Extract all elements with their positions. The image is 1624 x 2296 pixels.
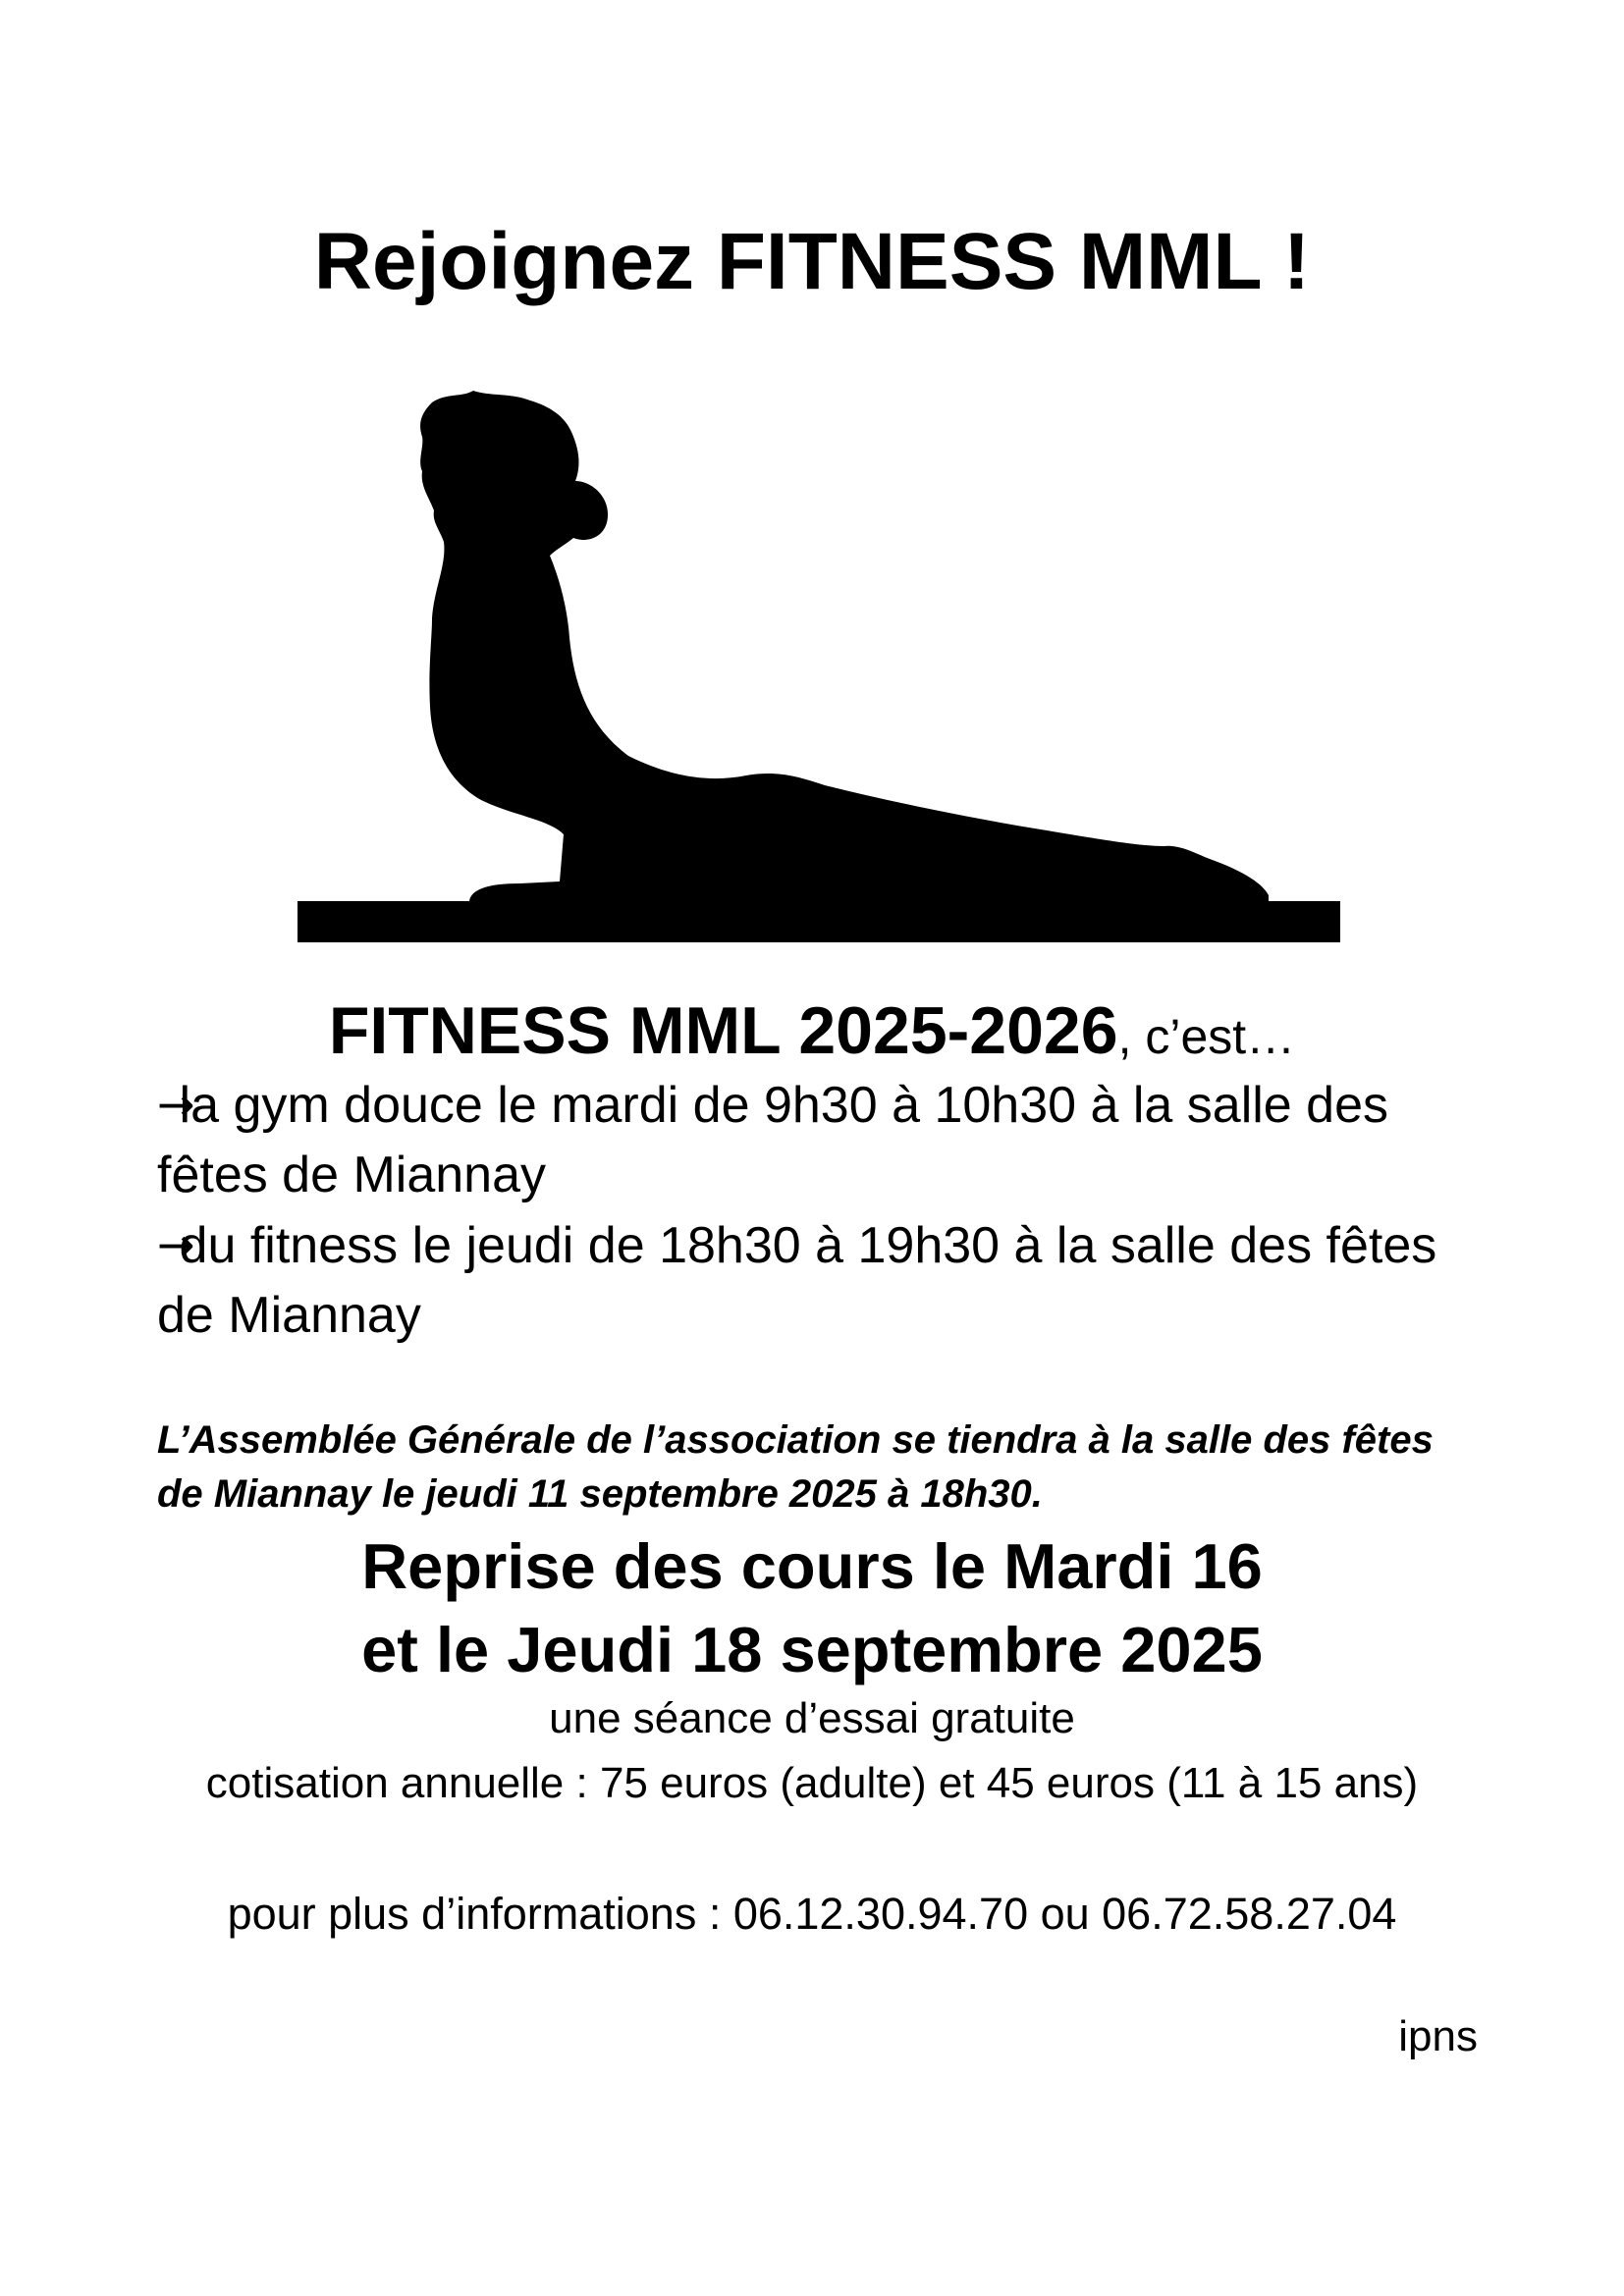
- resumption-heading: [0, 1524, 1624, 1691]
- assembly-notice-line: L’Assemblée Générale de l’association se tiendra à la salle des fêtes: [157, 1418, 1434, 1462]
- activity-text: du fitness le jeudi de 18h30 à 19h30 à la salle des fêtes: [179, 1217, 1437, 1274]
- trial-session-text: une séance d’essai gratuite: [549, 1694, 1075, 1742]
- assembly-notice-line: de Miannay le jeudi 11 septembre 2025 à 18h30.: [157, 1472, 1043, 1516]
- footer-note: ipns: [1398, 2012, 1478, 2060]
- activity-text: la gym douce le mardi de 9h30 à 10h30 à la salle des: [179, 1077, 1389, 1134]
- season-suffix: , c’est…: [1117, 1009, 1296, 1064]
- resumption-line: et le Jeudi 18 septembre 2025: [361, 1614, 1263, 1685]
- assembly-notice: [157, 1414, 1434, 1522]
- contact-info: pour plus d’informations : 06.12.30.94.70 ou 06.72.58.27.04: [227, 1889, 1397, 1939]
- pricing-info: [0, 1686, 1624, 1816]
- activities-list: [157, 1070, 1436, 1351]
- activity-line: [157, 1070, 1436, 1141]
- resumption-line: Reprise des cours le Mardi 16: [361, 1530, 1263, 1602]
- activity-line: de Miannay: [157, 1287, 421, 1344]
- ground-bar: [298, 901, 1340, 942]
- activity-line: fêtes de Miannay: [157, 1147, 547, 1203]
- page-title: Rejoignez FITNESS MML !: [313, 217, 1311, 306]
- annual-fee-text: cotisation annuelle : 75 euros (adulte) et 45 euros (11 à 15 ans): [205, 1759, 1419, 1807]
- activity-item-gym-douce: [157, 1070, 1436, 1210]
- season-name: FITNESS MML 2025-2026: [328, 993, 1118, 1068]
- activity-line: [157, 1210, 1436, 1281]
- yoga-cobra-silhouette-icon: [420, 391, 1269, 902]
- activity-item-fitness: [157, 1210, 1436, 1351]
- yoga-silhouette-illustration: [0, 0, 1624, 982]
